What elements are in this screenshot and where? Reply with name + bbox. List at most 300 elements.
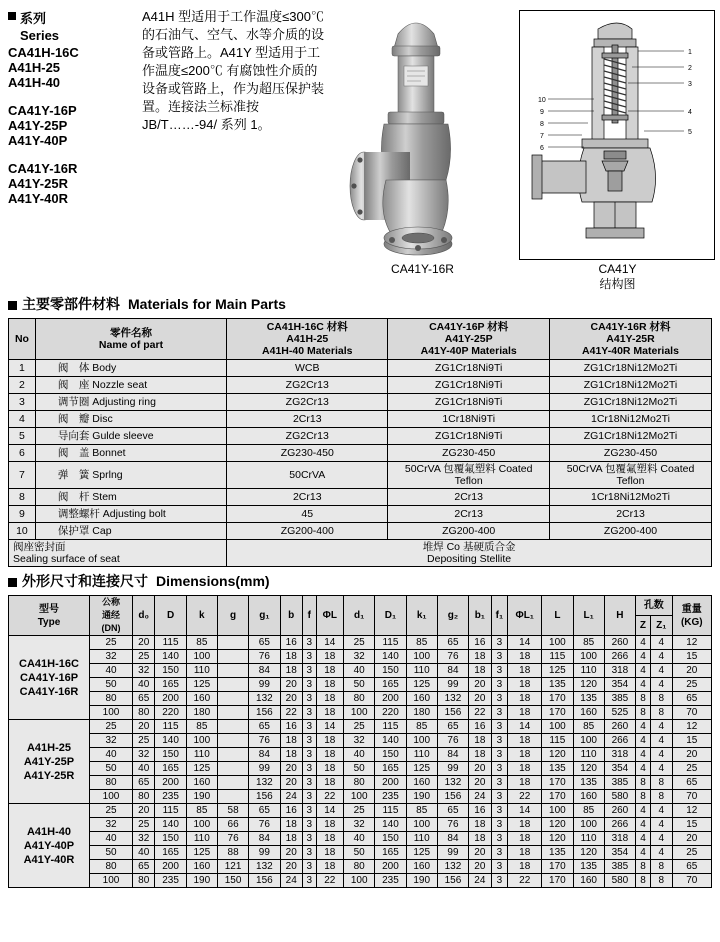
dim-cell: 3 [302, 790, 316, 804]
dim-th-Z1: Z₁ [650, 616, 672, 636]
dim-cell: 235 [155, 874, 186, 888]
dim-cell: 121 [217, 860, 248, 874]
table-row [9, 720, 712, 734]
dim-cell: 22 [316, 874, 344, 888]
dim-cell: 76 [249, 818, 280, 832]
table-row [9, 411, 712, 428]
dim-cell: 76 [437, 818, 468, 832]
dim-cell: 160 [186, 860, 217, 874]
dim-cell: 18 [316, 776, 344, 790]
cell-c3: ZG1Cr18Ni12Mo2Ti [549, 394, 711, 411]
dim-cell: 12 [672, 804, 711, 818]
dim-cell: 99 [249, 678, 280, 692]
dim-cell: 3 [302, 650, 316, 664]
dim-cell: 170 [542, 874, 573, 888]
dim-cell: 120 [573, 846, 604, 860]
cell-seat-label [9, 540, 227, 567]
dim-cell: 8 [636, 790, 651, 804]
dim-cell [217, 790, 248, 804]
dim-th-f: f [302, 596, 316, 636]
dim-cell: 18 [469, 832, 491, 846]
table-row [9, 790, 712, 804]
dim-th-H: H [604, 596, 635, 636]
dim-cell: 110 [406, 832, 437, 846]
cell-c2: ZG230-450 [388, 445, 550, 462]
dim-cell: 132 [249, 860, 280, 874]
dim-cell [217, 664, 248, 678]
dim-th-type-en: Type [37, 616, 61, 628]
cell-part: 阀 座 Nozzle seat [35, 377, 226, 394]
dim-cell: 85 [186, 804, 217, 818]
dim-th-D1: D₁ [375, 596, 406, 636]
dim-cell: 125 [186, 678, 217, 692]
dim-cell: 135 [573, 860, 604, 874]
dim-cell: 3 [491, 874, 508, 888]
dim-cell: 18 [316, 734, 344, 748]
dim-cell: 110 [573, 664, 604, 678]
dim-cell: 4 [650, 664, 672, 678]
dim-cell: 260 [604, 720, 635, 734]
dim-cell: 100 [573, 818, 604, 832]
dim-cell: 180 [406, 706, 437, 720]
materials-th-col3-l2: A41Y-25R [606, 333, 655, 345]
dim-cell: 70 [672, 874, 711, 888]
materials-th-part-cn: 零件名称 [110, 327, 152, 339]
dim-cell: 110 [406, 748, 437, 762]
materials-table [8, 318, 712, 567]
dim-cell: 120 [542, 832, 573, 846]
dim-cell: 3 [302, 748, 316, 762]
dim-type-line: CA41Y-16P [19, 671, 79, 684]
dim-cell: 18 [469, 818, 491, 832]
dim-cell: 40 [133, 762, 155, 776]
dim-cell: 65 [133, 692, 155, 706]
dim-cell: 18 [508, 678, 542, 692]
dim-cell: 100 [344, 706, 375, 720]
dim-cell: 40 [344, 748, 375, 762]
dim-cell: 40 [90, 664, 133, 678]
svg-text:9: 9 [540, 109, 544, 116]
series-group-2 [8, 103, 140, 148]
series-item: A41Y-25P [8, 118, 68, 133]
dim-cell: 100 [406, 734, 437, 748]
dim-cell: 18 [316, 678, 344, 692]
table-row [9, 776, 712, 790]
dim-cell: 266 [604, 734, 635, 748]
dim-cell: 100 [186, 818, 217, 832]
table-row [9, 832, 712, 846]
dim-th-k1: k₁ [406, 596, 437, 636]
dim-cell: 18 [280, 748, 302, 762]
svg-text:5: 5 [688, 129, 692, 136]
dim-cell: 25 [90, 804, 133, 818]
dim-th-b1: b₁ [469, 596, 491, 636]
cell-c2: ZG1Cr18Ni9Ti [388, 428, 550, 445]
dim-th-dn-l3: (DN) [101, 623, 121, 633]
dim-cell: 18 [316, 762, 344, 776]
dim-cell: 135 [542, 846, 573, 860]
series-item: A41H-25 [8, 60, 61, 75]
dim-cell: 85 [406, 636, 437, 650]
dim-cell: 32 [133, 664, 155, 678]
cell-no: 9 [9, 506, 36, 523]
dim-cell: 3 [302, 678, 316, 692]
dim-cell: 20 [672, 832, 711, 846]
dim-cell: 3 [302, 804, 316, 818]
dim-th-g1: g₁ [249, 596, 280, 636]
seat-value-cn: 堆焊 Co 基硬质合金 [422, 541, 516, 553]
dim-cell: 100 [542, 720, 573, 734]
dim-cell: 18 [280, 650, 302, 664]
dim-cell: 132 [437, 860, 468, 874]
dim-cell: 170 [542, 860, 573, 874]
dim-cell: 125 [542, 664, 573, 678]
dim-cell: 18 [469, 650, 491, 664]
valve-photo-illustration [330, 0, 515, 290]
dim-cell: 3 [302, 734, 316, 748]
dim-cell: 4 [636, 650, 651, 664]
dim-cell: 84 [249, 832, 280, 846]
cell-part: 弹 簧 Sprlng [35, 462, 226, 489]
dim-cell: 12 [672, 720, 711, 734]
dim-cell [217, 720, 248, 734]
dim-cell: 80 [344, 860, 375, 874]
table-row [9, 636, 712, 650]
dim-cell: 125 [406, 762, 437, 776]
dim-cell: 160 [573, 874, 604, 888]
dim-cell: 235 [375, 874, 406, 888]
dim-cell: 318 [604, 832, 635, 846]
dim-type-line: A41Y-25R [23, 769, 75, 782]
dim-cell: 18 [316, 748, 344, 762]
table-row [9, 462, 712, 489]
dim-cell: 84 [437, 664, 468, 678]
table-row [9, 664, 712, 678]
dim-cell: 18 [508, 692, 542, 706]
cell-c1: ZG200-400 [227, 523, 388, 540]
dim-cell: 260 [604, 804, 635, 818]
dim-cell: 200 [375, 860, 406, 874]
dim-cell: 25 [344, 720, 375, 734]
cell-c2: 2Cr13 [388, 506, 550, 523]
dim-cell: 4 [650, 846, 672, 860]
series-heading-en: Series [20, 28, 60, 43]
cell-c1: 2Cr13 [227, 411, 388, 428]
dimensions-heading-en: Dimensions(mm) [156, 573, 270, 589]
cell-part: 调整螺杆 Adjusting bolt [35, 506, 226, 523]
dim-cell: 85 [186, 636, 217, 650]
dim-cell [217, 706, 248, 720]
dim-cell: 50 [344, 846, 375, 860]
dim-cell: 20 [280, 860, 302, 874]
series-item: CA41Y-16P [8, 103, 77, 118]
dim-cell: 3 [302, 664, 316, 678]
dim-cell: 22 [508, 790, 542, 804]
dim-cell: 110 [406, 664, 437, 678]
dim-cell: 8 [650, 706, 672, 720]
dim-cell: 135 [573, 776, 604, 790]
cell-no: 4 [9, 411, 36, 428]
dim-cell: 4 [636, 720, 651, 734]
dim-cell: 18 [280, 664, 302, 678]
dim-cell: 8 [650, 874, 672, 888]
dim-cell: 8 [636, 706, 651, 720]
materials-th-col1-l3: A41H-40 Materials [262, 345, 353, 357]
dim-cell: 14 [508, 636, 542, 650]
dim-cell: 32 [344, 818, 375, 832]
dim-cell: 80 [344, 692, 375, 706]
dim-cell: 4 [636, 678, 651, 692]
dim-cell: 3 [302, 776, 316, 790]
dim-cell: 190 [186, 874, 217, 888]
seat-label-en: Sealing surface of seat [13, 553, 120, 565]
dim-cell: 25 [133, 650, 155, 664]
dim-cell: 84 [249, 664, 280, 678]
dim-cell: 70 [672, 706, 711, 720]
table-row [9, 692, 712, 706]
series-item: A41Y-40R [8, 191, 68, 206]
dim-cell: 65 [437, 636, 468, 650]
dim-cell: 99 [437, 762, 468, 776]
cell-part: 导向套 Gulde sleeve [35, 428, 226, 445]
dim-cell: 165 [375, 846, 406, 860]
dim-cell: 65 [672, 860, 711, 874]
table-row [9, 706, 712, 720]
table-row [9, 489, 712, 506]
dim-cell: 385 [604, 776, 635, 790]
dim-cell: 8 [650, 860, 672, 874]
dim-cell: 8 [650, 692, 672, 706]
cell-seat-value [227, 540, 712, 567]
dim-cell: 180 [186, 706, 217, 720]
materials-heading-cn: 主要零部件材料 [22, 296, 120, 312]
dim-cell: 100 [573, 650, 604, 664]
dim-cell: 4 [636, 846, 651, 860]
cell-part: 阀 体 Body [35, 360, 226, 377]
table-row [9, 360, 712, 377]
dim-type-cell [9, 720, 90, 804]
dim-cell: 120 [542, 818, 573, 832]
dim-cell: 140 [375, 818, 406, 832]
dim-cell: 100 [186, 650, 217, 664]
dim-cell: 4 [636, 734, 651, 748]
cell-c1: ZG2Cr13 [227, 428, 388, 445]
cell-c2: 1Cr18Ni9Ti [388, 411, 550, 428]
dim-cell: 20 [672, 748, 711, 762]
cell-c2: ZG1Cr18Ni9Ti [388, 360, 550, 377]
dim-cell: 15 [672, 818, 711, 832]
dimensions-table-body [9, 636, 712, 888]
dim-th-g: g [217, 596, 248, 636]
materials-table-body [9, 360, 712, 567]
dim-cell: 18 [316, 846, 344, 860]
dim-th-d1: d₁ [344, 596, 375, 636]
dim-cell: 25 [90, 636, 133, 650]
dim-cell: 140 [375, 650, 406, 664]
product-photo [330, 0, 515, 290]
dim-cell: 3 [302, 832, 316, 846]
table-row [9, 678, 712, 692]
dim-cell: 3 [491, 846, 508, 860]
dim-th-d0: d₀ [133, 596, 155, 636]
dim-cell: 115 [375, 804, 406, 818]
dim-cell: 8 [650, 790, 672, 804]
dim-cell: 220 [155, 706, 186, 720]
dim-cell: 115 [155, 804, 186, 818]
dim-th-f1: f₁ [491, 596, 508, 636]
dim-cell: 160 [186, 692, 217, 706]
table-row [9, 650, 712, 664]
dim-cell: 150 [155, 748, 186, 762]
cell-c1: WCB [227, 360, 388, 377]
cell-c2: ZG200-400 [388, 523, 550, 540]
dim-cell: 32 [344, 734, 375, 748]
dim-cell: 4 [636, 762, 651, 776]
photo-caption: CA41Y-16R [391, 262, 454, 276]
dim-cell: 18 [469, 664, 491, 678]
dim-cell: 135 [542, 762, 573, 776]
dim-cell: 115 [155, 720, 186, 734]
dim-cell: 110 [186, 832, 217, 846]
series-item: A41Y-25R [8, 176, 68, 191]
dim-cell: 3 [491, 650, 508, 664]
cell-no: 1 [9, 360, 36, 377]
dim-cell: 120 [573, 762, 604, 776]
dim-cell: 354 [604, 846, 635, 860]
dim-cell: 120 [573, 678, 604, 692]
dim-cell: 160 [406, 692, 437, 706]
cell-c1: 45 [227, 506, 388, 523]
dim-cell: 20 [672, 664, 711, 678]
dim-cell: 12 [672, 636, 711, 650]
cell-no: 7 [9, 462, 36, 489]
dim-cell: 200 [155, 860, 186, 874]
dim-cell: 80 [90, 860, 133, 874]
dim-cell: 25 [133, 734, 155, 748]
materials-th-col1 [227, 319, 388, 360]
dim-cell: 110 [186, 748, 217, 762]
dim-cell [217, 636, 248, 650]
dim-cell: 32 [90, 818, 133, 832]
seat-value-en: Depositing Stellite [427, 553, 512, 565]
dim-cell: 16 [280, 804, 302, 818]
dim-cell: 3 [302, 692, 316, 706]
dim-cell: 14 [508, 804, 542, 818]
dim-cell: 65 [249, 636, 280, 650]
dim-cell: 18 [316, 706, 344, 720]
dim-cell: 132 [249, 776, 280, 790]
dim-cell: 140 [375, 734, 406, 748]
dim-cell: 318 [604, 664, 635, 678]
dim-cell: 50 [90, 762, 133, 776]
cell-no: 6 [9, 445, 36, 462]
dim-cell: 3 [491, 748, 508, 762]
dim-cell: 3 [491, 734, 508, 748]
table-row [9, 874, 712, 888]
dim-cell [217, 776, 248, 790]
cell-c3: ZG1Cr18Ni12Mo2Ti [549, 428, 711, 445]
materials-th-col2-l2: A41Y-25P [444, 333, 493, 345]
dim-cell: 110 [573, 748, 604, 762]
materials-th-col1-l1: CA41H-16C 材料 [266, 321, 348, 333]
bullet-square-icon [8, 578, 17, 587]
dim-cell: 85 [573, 720, 604, 734]
dim-cell: 3 [302, 846, 316, 860]
materials-th-part-en: Name of part [98, 339, 164, 351]
dim-cell: 385 [604, 692, 635, 706]
svg-text:8: 8 [540, 121, 544, 128]
dim-cell: 18 [469, 734, 491, 748]
dim-type-line: A41Y-25P [23, 755, 75, 768]
materials-th-col2-l3: A41Y-40P Materials [420, 345, 517, 357]
dim-cell: 150 [375, 664, 406, 678]
dim-cell: 235 [375, 790, 406, 804]
cell-no: 5 [9, 428, 36, 445]
dim-cell: 220 [375, 706, 406, 720]
dim-cell: 40 [344, 832, 375, 846]
dim-cell: 3 [491, 860, 508, 874]
dim-th-g2: g₂ [437, 596, 468, 636]
materials-th-col3 [549, 319, 711, 360]
dim-cell: 80 [133, 790, 155, 804]
cell-no: 8 [9, 489, 36, 506]
cell-no: 3 [9, 394, 36, 411]
dim-cell: 120 [542, 748, 573, 762]
dim-cell: 4 [650, 762, 672, 776]
dim-cell: 85 [406, 804, 437, 818]
dim-cell: 8 [650, 776, 672, 790]
materials-th-col3-l3: A41Y-40R Materials [582, 345, 679, 357]
dim-cell: 20 [469, 678, 491, 692]
dim-cell: 32 [90, 734, 133, 748]
dim-cell: 18 [469, 748, 491, 762]
dim-cell: 4 [650, 804, 672, 818]
dim-cell: 18 [508, 776, 542, 790]
series-column [0, 0, 140, 290]
table-row [9, 748, 712, 762]
cell-c3: ZG1Cr18Ni12Mo2Ti [549, 377, 711, 394]
dim-cell: 14 [508, 720, 542, 734]
dim-cell: 25 [672, 762, 711, 776]
dim-cell: 65 [672, 692, 711, 706]
dim-cell: 25 [133, 818, 155, 832]
top-section [0, 0, 720, 290]
table-row [9, 394, 712, 411]
cell-part: 保护罩 Cap [35, 523, 226, 540]
table-row [9, 428, 712, 445]
dim-cell: 18 [316, 692, 344, 706]
dim-cell: 3 [302, 860, 316, 874]
dim-cell: 3 [491, 678, 508, 692]
dim-cell: 110 [186, 664, 217, 678]
dim-cell: 65 [249, 804, 280, 818]
dim-cell: 140 [155, 818, 186, 832]
bullet-square-icon [8, 301, 17, 310]
dim-cell: 3 [302, 762, 316, 776]
dim-cell: 3 [491, 636, 508, 650]
dim-type-line: A41H-40 [26, 825, 72, 838]
dim-cell: 80 [90, 692, 133, 706]
dim-th-dn [90, 596, 133, 636]
dim-cell: 25 [672, 846, 711, 860]
materials-th-col2 [388, 319, 550, 360]
series-heading [8, 8, 140, 27]
dim-cell: 18 [508, 734, 542, 748]
dim-cell: 266 [604, 650, 635, 664]
dim-cell: 580 [604, 790, 635, 804]
dim-cell: 190 [406, 790, 437, 804]
dim-cell: 266 [604, 818, 635, 832]
